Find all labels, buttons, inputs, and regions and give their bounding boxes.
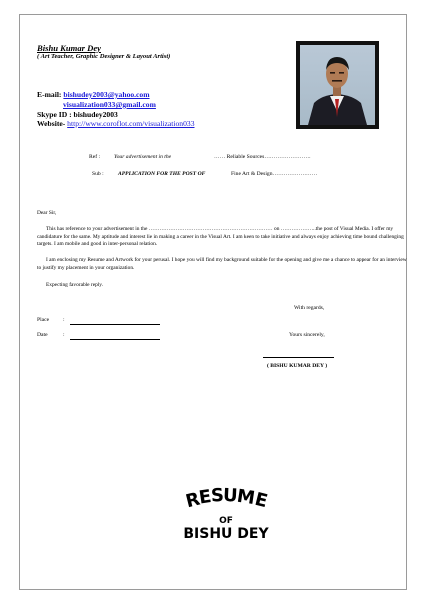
salutation: Dear Sir, [37,210,57,216]
ref-label: Ref : [89,154,101,160]
applicant-name: Bishu Kumar Dey [37,43,101,53]
of-word: OF [219,516,233,526]
email-label: E-mail: [37,90,62,99]
place-label: Place [37,317,50,323]
resume-letter: E [252,488,269,513]
sub-post: Fine Art & Design…………………… [231,171,318,177]
email-line-2 [63,100,156,109]
sub-value: APPLICATION FOR THE POST OF [118,171,206,177]
letter-paragraph-3: Expecting favorable reply. [46,282,103,288]
letter-paragraph-1: This has reference to your advertisement in the …………………………………………………………… on ………………..the post of Visual Media. I offer my candidature for the same. My aptitude and interest lie in making a career in the Visual Art. I am keen to take initiative and always enjoy achieving time bound challenging targets. I am mobile and good in inter-personal relation. [37,226,404,248]
place-colon: : [63,317,65,323]
resume-letter: M [235,485,257,509]
email-line [37,90,150,99]
resume-letter: R [183,488,202,513]
date-colon: : [63,332,65,338]
signature-line [263,357,334,358]
applicant-role: ( Art Teacher, Graphic Designer & Layout Artist) [37,53,171,60]
closing-regards: With regards, [294,305,325,311]
date-label: Date [37,332,48,338]
website-link[interactable]: http://www.coroflot.com/visualization033 [67,119,195,128]
letter-paragraph-2: I am enclosing my Resume and Artwork for your perusal. I hope you will find my background suitable for the opening and give me a chance to appear for an interview to justify my placement in your organization. [37,257,407,271]
signature-name: ( BISHU KUMAR DEY ) [267,363,328,369]
resume-letter: E [197,486,213,509]
email-link-1[interactable]: bishudey2003@yahoo.com [63,90,150,99]
resume-cover-title [171,486,281,558]
email-link-2[interactable]: visualization033@gmail.com [63,100,156,109]
skype-id: Skype ID : bishudey2003 [37,110,118,119]
resume-letter: U [222,484,238,507]
profile-photo [296,41,379,129]
resume-letter: S [210,484,224,507]
ref-source: …… Reliable Sources……………………. [214,154,311,160]
place-field-line [70,324,160,325]
ref-value: Your advertisement in the [114,154,172,160]
sub-label: Sub : [92,171,104,177]
date-field-line [70,339,160,340]
person-portrait-icon [300,45,375,125]
closing-sincerely: Yours sincerely, [289,332,325,338]
website-line [37,119,195,128]
resume-word [171,484,281,513]
website-label: Website- [37,119,66,128]
cover-name: BISHU DEY [183,526,269,542]
